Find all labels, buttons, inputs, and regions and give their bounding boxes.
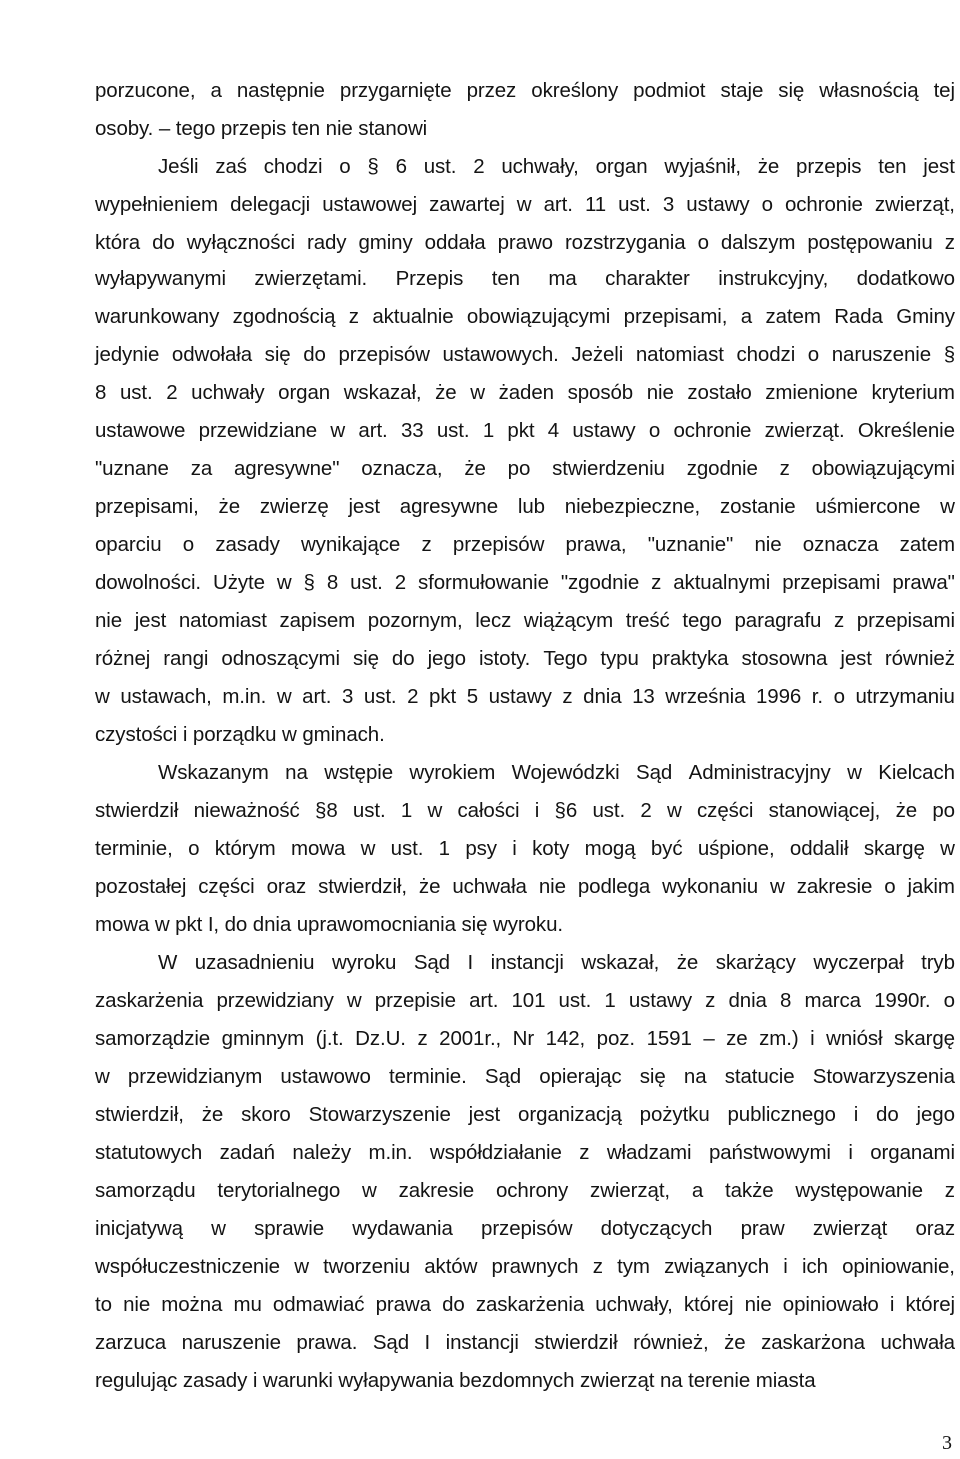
text-line: W uzasadnieniu wyroku Sąd I instancji wskazał, że skarżący wyczerpał tryb — [158, 951, 955, 974]
text-line: osoby. – tego przepis ten nie stanowi — [95, 117, 428, 140]
text-line: samorządu terytorialnego w zakresie ochrony zwierząt, a także występowanie z — [95, 1179, 955, 1202]
text-line: ustawowe przewidziane w art. 33 ust. 1 pkt 4 ustawy o ochronie zwierząt. Określenie — [95, 419, 955, 442]
text-line: która do wyłączności rady gminy oddała prawo rozstrzygania o dalszym postępowaniu z — [95, 231, 955, 254]
text-line: statutowych zadań należy m.in. współdziałanie z władzami państwowymi i organami — [95, 1141, 955, 1164]
text-line: pozostałej części oraz stwierdził, że uchwała nie podlega wykonaniu w zakresie o jakim — [95, 875, 955, 898]
text-line: nie jest natomiast zapisem pozornym, lecz wiążącym treść tego paragrafu z przepisami — [95, 609, 955, 632]
page-number: 3 — [942, 1432, 952, 1454]
text-line: jedynie odwołała się do przepisów ustawowych. Jeżeli natomiast chodzi o naruszenie § — [95, 343, 955, 366]
text-line: regulując zasady i warunki wyłapywania bezdomnych zwierząt na terenie miasta — [95, 1369, 816, 1392]
text-line: 8 ust. 2 uchwały organ wskazał, że w żaden sposób nie zostało zmienione kryterium — [95, 381, 955, 404]
text-line: warunkowany zgodnością z aktualnie obowiązującymi przepisami, a zatem Rada Gminy — [95, 305, 955, 328]
text-line: oparciu o zasady wynikające z przepisów prawa, "uznanie" nie oznacza zatem — [95, 533, 955, 556]
text-line: mowa w pkt I, do dnia uprawomocniania się wyroku. — [95, 913, 563, 936]
text-line: czystości i porządku w gminach. — [95, 723, 385, 746]
text-line: zarzuca naruszenie prawa. Sąd I instancji stwierdził również, że zaskarżona uchwała — [95, 1331, 955, 1354]
text-line: Jeśli zaś chodzi o § 6 ust. 2 uchwały, organ wyjaśnił, że przepis ten jest — [158, 155, 955, 178]
text-line: to nie można mu odmawiać prawa do zaskarżenia uchwały, której nie opiniowało i której — [95, 1293, 955, 1316]
text-line: współuczestniczenie w tworzeniu aktów prawnych z tym związanych i ich opiniowanie, — [95, 1255, 955, 1278]
text-line: zaskarżenia przewidziany w przepisie art. 101 ust. 1 ustawy z dnia 8 marca 1990r. o — [95, 989, 955, 1012]
text-line: terminie, o którym mowa w ust. 1 psy i koty mogą być uśpione, oddalił skargę w — [95, 837, 955, 860]
text-line: dowolności. Użyte w § 8 ust. 2 sformułowanie "zgodnie z aktualnymi przepisami prawa" — [95, 571, 955, 594]
text-line: samorządzie gminnym (j.t. Dz.U. z 2001r., Nr 142, poz. 1591 – ze zm.) i wniósł skargę — [95, 1027, 955, 1050]
text-line: w przewidzianym ustawowo terminie. Sąd opierając się na statucie Stowarzyszenia — [95, 1065, 955, 1088]
text-line: wypełnieniem delegacji ustawowej zawartej w art. 11 ust. 3 ustawy o ochronie zwierząt, — [95, 193, 955, 216]
text-line: stwierdził, że skoro Stowarzyszenie jest organizacją pożytku publicznego i do jego — [95, 1103, 955, 1126]
text-line: stwierdził nieważność §8 ust. 1 w całości i §6 ust. 2 w części stanowiącej, że po — [95, 799, 955, 822]
text-line: porzucone, a następnie przygarnięte przez określony podmiot staje się własnością tej — [95, 79, 955, 102]
text-line: przepisami, że zwierzę jest agresywne lub niebezpieczne, zostanie uśmiercone w — [95, 495, 955, 518]
text-line: różnej rangi odnoszącymi się do jego istoty. Tego typu praktyka stosowna jest również — [95, 647, 955, 670]
text-line: inicjatywą w sprawie wydawania przepisów dotyczących praw zwierząt oraz — [95, 1217, 955, 1240]
text-line: Wskazanym na wstępie wyrokiem Wojewódzki Sąd Administracyjny w Kielcach — [158, 761, 955, 784]
text-line: w ustawach, m.in. w art. 3 ust. 2 pkt 5 ustawy z dnia 13 września 1996 r. o utrzymaniu — [95, 685, 955, 708]
text-line: wyłapywanymi zwierzętami. Przepis ten ma charakter instrukcyjny, dodatkowo — [95, 267, 955, 290]
text-line: "uznane za agresywne" oznacza, że po stwierdzeniu zgodnie z obowiązującymi — [95, 457, 955, 480]
